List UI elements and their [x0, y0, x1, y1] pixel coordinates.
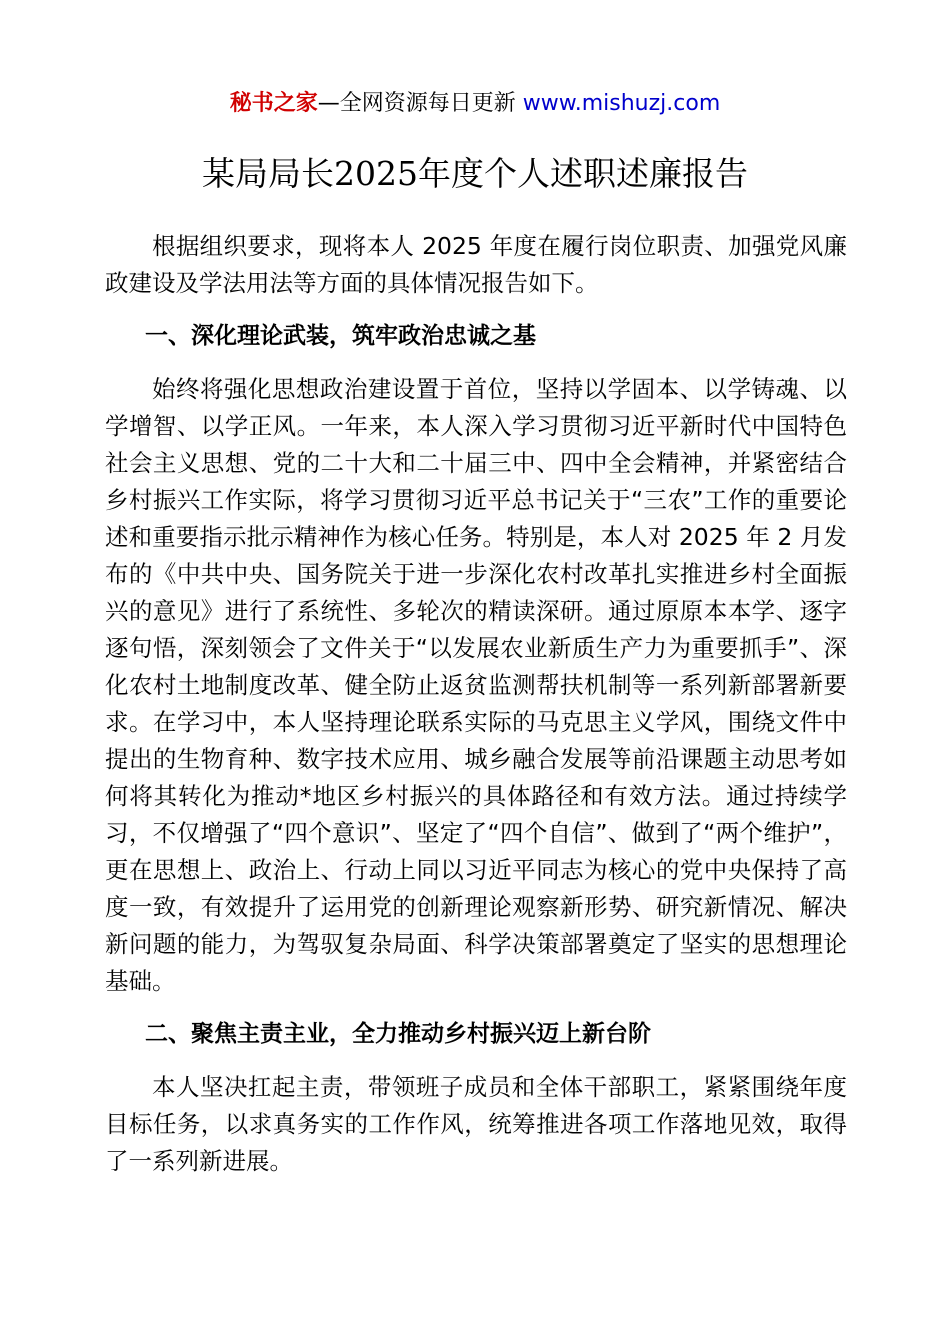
section-1-paragraph: 始终将强化思想政治建设置于首位，坚持以学固本、以学铸魂、以学增智、以学正风。一年来，本人深入学习贯彻习近平新时代中国特色社会主义思想、党的二十大和二十届三中、四中全会精神，并紧密结合乡村振兴工作实际，将学习贯彻习近平总书记关于“三农”工作的重要论述和重要指示批示精神作为核心任务。特别是，本人对 2025 年 2 月发布的《中共中央、国务院关于进一步深化农村改革扎实推进乡村全面振兴的意见》进行了系统性、多轮次的精读深研。通过原原本本学、逐字逐句悟，深刻领会了文件关于“以发展农业新质生产力为重要抓手”、深化农村土地制度改革、健全防止返贫监测帮扶机制等一系列新部署新要求。在学习中，本人坚持理论联系实际的马克思主义学风，围绕文件中提出的生物育种、数字技术应用、城乡融合发展等前沿课题主动思考如何将其转化为推动*地区乡村振兴的具体路径和有效方法。通过持续学习，不仅增强了“四个意识”、坚定了“四个自信”、做到了“两个维护”，更在思想上、政治上、行动上同以习近平同志为核心的党中央保持了高度一致，有效提升了运用党的创新理论观察新形势、研究新情况、解决新问题的能力，为驾驭复杂局面、科学决策部署奠定了坚实的思想理论基础。: [105, 375, 847, 995]
document-title: 某局局长2025年度个人述职述廉报告: [202, 154, 748, 193]
section-2-heading: 二、聚焦主责主业，全力推动乡村振兴迈上新台阶: [145, 1021, 651, 1047]
section-2-paragraph: 本人坚决扛起主责，带领班子成员和全体干部职工，紧紧围绕年度目标任务，以求真务实的工作作风，统筹推进各项工作落地见效，取得了一系列新进展。: [105, 1073, 847, 1175]
section-1-heading: 一、深化理论武装，筑牢政治忠诚之基: [145, 323, 536, 349]
intro-paragraph: 根据组织要求，现将本人 2025 年度在履行岗位职责、加强党风廉政建设及学法用法等方面的具体情况报告如下。: [105, 232, 847, 297]
brand-name: 秘书之家: [229, 91, 318, 116]
site-url-link[interactable]: www.mishuzj.com: [522, 91, 721, 116]
site-banner: [0, 88, 950, 120]
banner-tagline: —全网资源每日更新: [317, 91, 523, 116]
document-body: [105, 228, 847, 1180]
